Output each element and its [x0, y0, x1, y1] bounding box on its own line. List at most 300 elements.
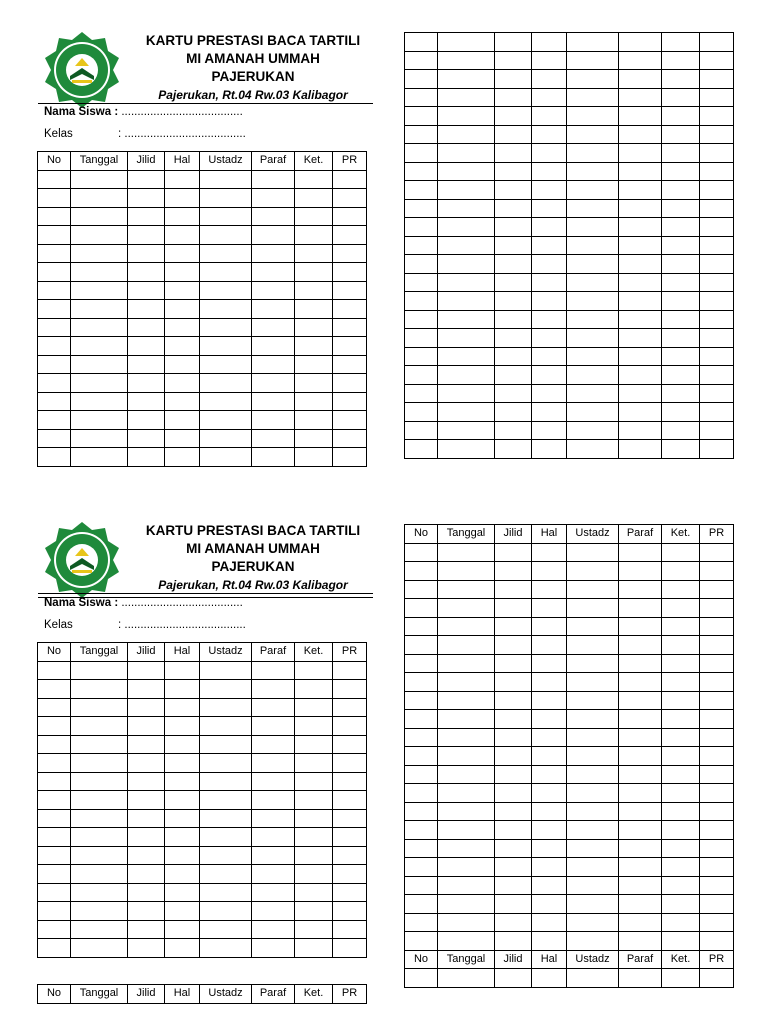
table-cell[interactable]	[252, 429, 295, 448]
table-cell[interactable]	[333, 680, 367, 699]
table-cell[interactable]	[532, 218, 567, 237]
table-cell[interactable]	[662, 895, 700, 914]
table-cell[interactable]	[532, 107, 567, 126]
table-cell[interactable]	[200, 680, 252, 699]
table-cell[interactable]	[662, 728, 700, 747]
table-cell[interactable]	[619, 107, 662, 126]
table-cell[interactable]	[495, 421, 532, 440]
table-cell[interactable]	[405, 543, 438, 562]
table-cell[interactable]	[495, 895, 532, 914]
table-cell[interactable]	[200, 772, 252, 791]
table-cell[interactable]	[295, 939, 333, 958]
table-cell[interactable]	[165, 902, 200, 921]
table-cell[interactable]	[333, 318, 367, 337]
table-cell[interactable]	[295, 698, 333, 717]
table-cell[interactable]	[38, 392, 71, 411]
table-cell[interactable]	[438, 403, 495, 422]
table-cell[interactable]	[38, 680, 71, 699]
table-cell[interactable]	[495, 876, 532, 895]
table-cell[interactable]	[333, 374, 367, 393]
table-cell[interactable]	[128, 735, 165, 754]
table-cell[interactable]	[128, 698, 165, 717]
table-cell[interactable]	[405, 673, 438, 692]
table-cell[interactable]	[662, 599, 700, 618]
table-cell[interactable]	[38, 754, 71, 773]
table-cell[interactable]	[295, 865, 333, 884]
table-cell[interactable]	[495, 969, 532, 988]
table-cell[interactable]	[567, 33, 619, 52]
table-cell[interactable]	[38, 902, 71, 921]
table-cell[interactable]	[495, 199, 532, 218]
table-cell[interactable]	[165, 809, 200, 828]
table-cell[interactable]	[438, 162, 495, 181]
table-cell[interactable]	[71, 392, 128, 411]
table-cell[interactable]	[252, 226, 295, 245]
table-cell[interactable]	[619, 162, 662, 181]
table-cell[interactable]	[567, 403, 619, 422]
table-cell[interactable]	[165, 411, 200, 430]
table-cell[interactable]	[662, 932, 700, 951]
table-cell[interactable]	[532, 199, 567, 218]
table-cell[interactable]	[333, 698, 367, 717]
table-cell[interactable]	[700, 162, 734, 181]
table-cell[interactable]	[71, 661, 128, 680]
table-cell[interactable]	[619, 599, 662, 618]
table-cell[interactable]	[128, 355, 165, 374]
table-cell[interactable]	[71, 828, 128, 847]
table-cell[interactable]	[532, 673, 567, 692]
table-cell[interactable]	[405, 384, 438, 403]
table-cell[interactable]	[662, 580, 700, 599]
table-cell[interactable]	[405, 691, 438, 710]
table-cell[interactable]	[700, 421, 734, 440]
table-cell[interactable]	[295, 207, 333, 226]
table-cell[interactable]	[532, 543, 567, 562]
table-cell[interactable]	[438, 673, 495, 692]
table-cell[interactable]	[619, 784, 662, 803]
table-cell[interactable]	[662, 403, 700, 422]
table-cell[interactable]	[252, 337, 295, 356]
table-cell[interactable]	[662, 181, 700, 200]
table-cell[interactable]	[619, 144, 662, 163]
table-cell[interactable]	[495, 599, 532, 618]
table-cell[interactable]	[532, 913, 567, 932]
table-cell[interactable]	[532, 617, 567, 636]
table-cell[interactable]	[495, 366, 532, 385]
table-cell[interactable]	[38, 226, 71, 245]
table-cell[interactable]	[495, 292, 532, 311]
table-cell[interactable]	[532, 876, 567, 895]
table-cell[interactable]	[532, 403, 567, 422]
table-cell[interactable]	[333, 189, 367, 208]
table-cell[interactable]	[700, 654, 734, 673]
table-cell[interactable]	[495, 347, 532, 366]
table-cell[interactable]	[438, 199, 495, 218]
table-cell[interactable]	[532, 636, 567, 655]
table-cell[interactable]	[495, 255, 532, 274]
table-cell[interactable]	[165, 392, 200, 411]
table-cell[interactable]	[333, 791, 367, 810]
table-cell[interactable]	[532, 162, 567, 181]
table-cell[interactable]	[405, 765, 438, 784]
table-cell[interactable]	[252, 411, 295, 430]
table-cell[interactable]	[619, 802, 662, 821]
table-cell[interactable]	[567, 913, 619, 932]
table-cell[interactable]	[495, 181, 532, 200]
table-cell[interactable]	[567, 562, 619, 581]
table-cell[interactable]	[295, 754, 333, 773]
table-cell[interactable]	[495, 728, 532, 747]
table-cell[interactable]	[200, 791, 252, 810]
table-cell[interactable]	[333, 411, 367, 430]
table-cell[interactable]	[252, 717, 295, 736]
table-cell[interactable]	[200, 411, 252, 430]
table-cell[interactable]	[71, 263, 128, 282]
table-cell[interactable]	[438, 144, 495, 163]
table-cell[interactable]	[662, 543, 700, 562]
table-cell[interactable]	[700, 543, 734, 562]
table-cell[interactable]	[200, 263, 252, 282]
table-cell[interactable]	[567, 440, 619, 459]
table-cell[interactable]	[700, 839, 734, 858]
table-cell[interactable]	[567, 88, 619, 107]
table-cell[interactable]	[438, 70, 495, 89]
table-cell[interactable]	[252, 846, 295, 865]
table-cell[interactable]	[619, 384, 662, 403]
table-cell[interactable]	[252, 828, 295, 847]
table-cell[interactable]	[438, 580, 495, 599]
table-cell[interactable]	[438, 599, 495, 618]
table-cell[interactable]	[38, 939, 71, 958]
table-cell[interactable]	[495, 403, 532, 422]
table-cell[interactable]	[128, 207, 165, 226]
table-cell[interactable]	[295, 772, 333, 791]
table-cell[interactable]	[495, 839, 532, 858]
table-cell[interactable]	[405, 310, 438, 329]
table-cell[interactable]	[200, 244, 252, 263]
table-cell[interactable]	[200, 189, 252, 208]
table-cell[interactable]	[405, 654, 438, 673]
table-cell[interactable]	[38, 429, 71, 448]
table-cell[interactable]	[252, 902, 295, 921]
table-cell[interactable]	[619, 273, 662, 292]
table-cell[interactable]	[532, 747, 567, 766]
table-cell[interactable]	[619, 654, 662, 673]
table-cell[interactable]	[128, 392, 165, 411]
table-cell[interactable]	[333, 717, 367, 736]
table-cell[interactable]	[200, 355, 252, 374]
table-cell[interactable]	[700, 255, 734, 274]
table-cell[interactable]	[128, 374, 165, 393]
table-cell[interactable]	[165, 429, 200, 448]
table-cell[interactable]	[252, 318, 295, 337]
table-cell[interactable]	[252, 735, 295, 754]
table-cell[interactable]	[128, 865, 165, 884]
table-cell[interactable]	[619, 421, 662, 440]
table-cell[interactable]	[405, 255, 438, 274]
table-cell[interactable]	[700, 691, 734, 710]
table-cell[interactable]	[662, 347, 700, 366]
table-cell[interactable]	[333, 337, 367, 356]
table-cell[interactable]	[495, 440, 532, 459]
table-cell[interactable]	[405, 580, 438, 599]
table-cell[interactable]	[200, 392, 252, 411]
table-cell[interactable]	[405, 617, 438, 636]
table-cell[interactable]	[71, 337, 128, 356]
table-cell[interactable]	[71, 846, 128, 865]
table-cell[interactable]	[619, 329, 662, 348]
table-cell[interactable]	[200, 698, 252, 717]
table-cell[interactable]	[495, 784, 532, 803]
table-cell[interactable]	[295, 791, 333, 810]
table-cell[interactable]	[165, 318, 200, 337]
table-cell[interactable]	[71, 809, 128, 828]
table-cell[interactable]	[128, 661, 165, 680]
table-cell[interactable]	[700, 858, 734, 877]
table-cell[interactable]	[252, 754, 295, 773]
table-cell[interactable]	[619, 617, 662, 636]
table-cell[interactable]	[38, 791, 71, 810]
table-cell[interactable]	[619, 292, 662, 311]
table-cell[interactable]	[128, 828, 165, 847]
table-cell[interactable]	[295, 429, 333, 448]
table-cell[interactable]	[295, 902, 333, 921]
table-cell[interactable]	[295, 717, 333, 736]
table-cell[interactable]	[495, 33, 532, 52]
table-cell[interactable]	[295, 226, 333, 245]
table-cell[interactable]	[405, 347, 438, 366]
table-cell[interactable]	[619, 895, 662, 914]
table-cell[interactable]	[495, 747, 532, 766]
table-cell[interactable]	[532, 88, 567, 107]
table-cell[interactable]	[662, 384, 700, 403]
table-cell[interactable]	[165, 355, 200, 374]
table-cell[interactable]	[252, 263, 295, 282]
table-cell[interactable]	[333, 846, 367, 865]
table-cell[interactable]	[532, 858, 567, 877]
table-cell[interactable]	[495, 673, 532, 692]
table-cell[interactable]	[71, 170, 128, 189]
table-cell[interactable]	[567, 310, 619, 329]
table-cell[interactable]	[38, 865, 71, 884]
table-cell[interactable]	[700, 292, 734, 311]
table-cell[interactable]	[295, 735, 333, 754]
table-cell[interactable]	[438, 839, 495, 858]
table-cell[interactable]	[619, 543, 662, 562]
table-cell[interactable]	[662, 562, 700, 581]
table-cell[interactable]	[38, 735, 71, 754]
table-cell[interactable]	[438, 543, 495, 562]
table-cell[interactable]	[405, 181, 438, 200]
table-cell[interactable]	[619, 821, 662, 840]
table-cell[interactable]	[619, 125, 662, 144]
table-cell[interactable]	[200, 717, 252, 736]
table-cell[interactable]	[662, 673, 700, 692]
table-cell[interactable]	[333, 920, 367, 939]
table-cell[interactable]	[567, 599, 619, 618]
table-cell[interactable]	[165, 698, 200, 717]
table-cell[interactable]	[700, 580, 734, 599]
table-cell[interactable]	[662, 617, 700, 636]
table-cell[interactable]	[567, 162, 619, 181]
table-cell[interactable]	[619, 70, 662, 89]
table-cell[interactable]	[295, 300, 333, 319]
table-cell[interactable]	[438, 347, 495, 366]
table-cell[interactable]	[71, 300, 128, 319]
table-cell[interactable]	[200, 300, 252, 319]
table-cell[interactable]	[71, 318, 128, 337]
table-cell[interactable]	[700, 125, 734, 144]
table-cell[interactable]	[200, 448, 252, 467]
table-cell[interactable]	[38, 207, 71, 226]
table-cell[interactable]	[405, 932, 438, 951]
table-cell[interactable]	[405, 33, 438, 52]
table-cell[interactable]	[71, 244, 128, 263]
table-cell[interactable]	[38, 244, 71, 263]
table-cell[interactable]	[700, 310, 734, 329]
table-cell[interactable]	[438, 292, 495, 311]
table-cell[interactable]	[252, 448, 295, 467]
table-cell[interactable]	[165, 207, 200, 226]
table-cell[interactable]	[567, 366, 619, 385]
table-cell[interactable]	[619, 728, 662, 747]
table-cell[interactable]	[532, 347, 567, 366]
table-cell[interactable]	[128, 300, 165, 319]
table-cell[interactable]	[495, 70, 532, 89]
table-cell[interactable]	[700, 932, 734, 951]
table-cell[interactable]	[662, 765, 700, 784]
table-cell[interactable]	[200, 429, 252, 448]
table-cell[interactable]	[532, 440, 567, 459]
table-cell[interactable]	[567, 691, 619, 710]
table-cell[interactable]	[567, 802, 619, 821]
table-cell[interactable]	[567, 747, 619, 766]
table-cell[interactable]	[405, 876, 438, 895]
table-cell[interactable]	[495, 765, 532, 784]
table-cell[interactable]	[619, 765, 662, 784]
table-cell[interactable]	[295, 337, 333, 356]
table-cell[interactable]	[71, 281, 128, 300]
table-cell[interactable]	[128, 337, 165, 356]
table-cell[interactable]	[662, 236, 700, 255]
table-cell[interactable]	[38, 809, 71, 828]
table-cell[interactable]	[662, 218, 700, 237]
table-cell[interactable]	[532, 765, 567, 784]
table-cell[interactable]	[71, 754, 128, 773]
table-cell[interactable]	[71, 429, 128, 448]
table-cell[interactable]	[295, 355, 333, 374]
table-cell[interactable]	[438, 765, 495, 784]
table-cell[interactable]	[128, 754, 165, 773]
table-cell[interactable]	[662, 913, 700, 932]
table-cell[interactable]	[295, 448, 333, 467]
table-cell[interactable]	[71, 411, 128, 430]
table-cell[interactable]	[700, 366, 734, 385]
table-cell[interactable]	[567, 329, 619, 348]
table-cell[interactable]	[662, 88, 700, 107]
table-cell[interactable]	[532, 384, 567, 403]
table-cell[interactable]	[619, 236, 662, 255]
table-cell[interactable]	[438, 747, 495, 766]
table-cell[interactable]	[295, 883, 333, 902]
table-cell[interactable]	[128, 902, 165, 921]
table-cell[interactable]	[165, 828, 200, 847]
table-cell[interactable]	[405, 70, 438, 89]
table-cell[interactable]	[438, 33, 495, 52]
table-cell[interactable]	[662, 747, 700, 766]
table-cell[interactable]	[532, 784, 567, 803]
table-cell[interactable]	[662, 199, 700, 218]
table-cell[interactable]	[662, 440, 700, 459]
table-cell[interactable]	[532, 895, 567, 914]
table-cell[interactable]	[532, 33, 567, 52]
table-cell[interactable]	[567, 273, 619, 292]
table-cell[interactable]	[532, 969, 567, 988]
table-cell[interactable]	[438, 310, 495, 329]
table-cell[interactable]	[619, 199, 662, 218]
table-cell[interactable]	[700, 728, 734, 747]
table-cell[interactable]	[295, 318, 333, 337]
table-cell[interactable]	[165, 170, 200, 189]
table-cell[interactable]	[700, 347, 734, 366]
table-cell[interactable]	[38, 661, 71, 680]
table-cell[interactable]	[38, 411, 71, 430]
table-cell[interactable]	[38, 318, 71, 337]
table-cell[interactable]	[700, 802, 734, 821]
table-cell[interactable]	[128, 263, 165, 282]
table-cell[interactable]	[619, 562, 662, 581]
table-cell[interactable]	[128, 680, 165, 699]
table-cell[interactable]	[567, 543, 619, 562]
table-cell[interactable]	[700, 895, 734, 914]
table-cell[interactable]	[619, 403, 662, 422]
table-cell[interactable]	[252, 244, 295, 263]
table-cell[interactable]	[495, 654, 532, 673]
table-cell[interactable]	[619, 691, 662, 710]
table-cell[interactable]	[567, 347, 619, 366]
table-cell[interactable]	[619, 51, 662, 70]
table-cell[interactable]	[200, 920, 252, 939]
table-cell[interactable]	[700, 784, 734, 803]
table-cell[interactable]	[71, 189, 128, 208]
table-cell[interactable]	[405, 144, 438, 163]
table-cell[interactable]	[532, 691, 567, 710]
table-cell[interactable]	[405, 858, 438, 877]
table-cell[interactable]	[252, 772, 295, 791]
table-cell[interactable]	[38, 170, 71, 189]
table-cell[interactable]	[405, 88, 438, 107]
table-cell[interactable]	[128, 809, 165, 828]
table-cell[interactable]	[532, 839, 567, 858]
table-cell[interactable]	[200, 754, 252, 773]
table-cell[interactable]	[438, 654, 495, 673]
table-cell[interactable]	[128, 226, 165, 245]
table-cell[interactable]	[200, 170, 252, 189]
table-cell[interactable]	[333, 226, 367, 245]
table-cell[interactable]	[333, 263, 367, 282]
table-cell[interactable]	[567, 654, 619, 673]
table-cell[interactable]	[438, 932, 495, 951]
table-cell[interactable]	[495, 636, 532, 655]
table-cell[interactable]	[165, 244, 200, 263]
table-cell[interactable]	[165, 448, 200, 467]
table-cell[interactable]	[567, 199, 619, 218]
table-cell[interactable]	[165, 883, 200, 902]
table-cell[interactable]	[200, 939, 252, 958]
table-cell[interactable]	[295, 680, 333, 699]
table-cell[interactable]	[495, 107, 532, 126]
table-cell[interactable]	[295, 411, 333, 430]
